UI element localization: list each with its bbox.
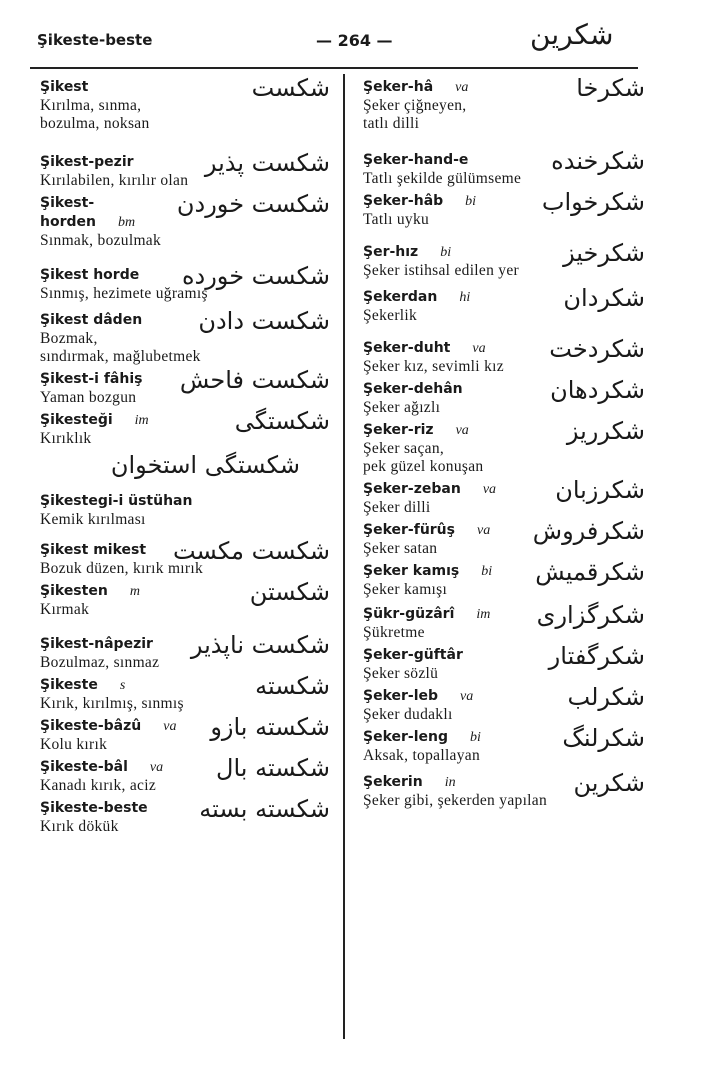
part-of-speech: va bbox=[149, 760, 164, 775]
headword-text: Şikesteği bbox=[40, 412, 113, 428]
dictionary-entry bbox=[363, 188, 645, 229]
catchword-arabic: شكرين bbox=[530, 20, 614, 51]
arabic-script: شكست ناپذير bbox=[190, 631, 330, 659]
definition: Bozmak, bbox=[40, 330, 98, 347]
running-head: Şikeste-beste bbox=[37, 31, 153, 49]
arabic-script: شكست خورده bbox=[181, 262, 330, 290]
definition: Kırık, kırılmış, sınmış bbox=[40, 695, 184, 712]
arabic-script: شكرفروش bbox=[532, 517, 645, 545]
arabic-script: شكردهان bbox=[550, 376, 645, 404]
definition: Şeker dudaklı bbox=[363, 706, 453, 723]
headword-text: Şikest-pezir bbox=[40, 154, 134, 170]
headword-text: Şikest dâden bbox=[40, 312, 143, 328]
headword-text: Şeker-zeban bbox=[363, 481, 461, 497]
dictionary-entry bbox=[363, 284, 645, 325]
arabic-script: شكست مكست bbox=[172, 537, 330, 565]
part-of-speech: im bbox=[476, 607, 491, 622]
part-of-speech: va bbox=[455, 80, 469, 95]
definition: Şeker kız, sevimli kız bbox=[363, 358, 504, 375]
headword-text: Şeker-fürûş bbox=[363, 522, 455, 538]
dictionary-entry bbox=[363, 335, 645, 376]
arabic-script: شكرگزارى bbox=[536, 601, 645, 629]
headword-text: Şikestegi-i üstühan bbox=[40, 493, 193, 509]
dictionary-entry bbox=[40, 754, 330, 795]
arabic-script: شكردان bbox=[563, 284, 645, 312]
header-rule bbox=[30, 67, 638, 69]
definition: Şekerlik bbox=[363, 307, 418, 324]
dictionary-entry bbox=[363, 724, 645, 765]
definition: Aksak, topallayan bbox=[363, 747, 481, 764]
dictionary-entry bbox=[40, 537, 330, 578]
part-of-speech: im bbox=[134, 413, 149, 428]
definition: Sınmış, hezimete uğramış bbox=[40, 285, 208, 302]
arabic-script: شكرلنگ bbox=[562, 724, 645, 752]
definition: Şeker ağızlı bbox=[363, 399, 441, 416]
headword-text: Şeker-riz bbox=[363, 422, 434, 438]
arabic-script: شكست پذير bbox=[204, 149, 330, 177]
definition: Şeker istihsal edilen yer bbox=[363, 262, 519, 279]
headword-text: Şikest-i fâhiş bbox=[40, 371, 143, 387]
definition: Şeker dilli bbox=[363, 499, 431, 516]
dictionary-entry bbox=[363, 74, 645, 133]
headword-text: Şikeste-beste bbox=[40, 800, 148, 816]
definition: Kolu kırık bbox=[40, 736, 108, 753]
part-of-speech: hi bbox=[459, 290, 471, 305]
arabic-script: شكسته bbox=[255, 672, 330, 700]
dictionary-entry bbox=[40, 795, 330, 836]
column-divider bbox=[343, 74, 345, 1039]
headword-text: Şikest bbox=[40, 79, 89, 95]
arabic-script: شكست دادن bbox=[198, 307, 330, 335]
dictionary-entry bbox=[40, 672, 330, 713]
definition: Bozulmaz, sınmaz bbox=[40, 654, 160, 671]
arabic-script-line: شكستگى استخوان bbox=[110, 451, 300, 479]
dictionary-entry bbox=[363, 601, 645, 642]
part-of-speech: m bbox=[129, 584, 140, 599]
part-of-speech: va bbox=[455, 423, 469, 438]
arabic-script: شكرريز bbox=[566, 417, 645, 445]
dictionary-entry bbox=[40, 578, 330, 619]
part-of-speech: bi bbox=[470, 730, 481, 745]
dictionary-entry bbox=[363, 476, 645, 517]
part-of-speech: va bbox=[476, 523, 491, 538]
definition: Kırılma, sınma, bbox=[40, 97, 142, 114]
arabic-script: شكرگفتار bbox=[548, 642, 645, 670]
dictionary-entry bbox=[40, 366, 330, 407]
headword-text: Şeker-duht bbox=[363, 340, 451, 356]
arabic-script: شكرخنده bbox=[551, 147, 645, 175]
definition: Şeker satan bbox=[363, 540, 438, 557]
dictionary-entry bbox=[40, 149, 330, 190]
definition: Tatlı şekilde gülümseme bbox=[363, 170, 522, 187]
dictionary-entry bbox=[40, 407, 330, 482]
arabic-script: شكستن bbox=[249, 578, 330, 606]
headword-text: Şikest-nâpezir bbox=[40, 636, 153, 652]
headword-text: Şikeste-bâzû bbox=[40, 718, 142, 734]
definition: bozulma, noksan bbox=[40, 115, 150, 132]
arabic-script: شكست bbox=[251, 74, 330, 102]
dictionary-entry bbox=[40, 74, 330, 133]
definition: Bozuk düzen, kırık mırık bbox=[40, 560, 204, 577]
definition: Sınmak, bozulmak bbox=[40, 232, 162, 249]
dictionary-entry bbox=[40, 631, 330, 672]
headword bbox=[40, 492, 330, 511]
part-of-speech: bm bbox=[117, 215, 136, 230]
dictionary-entry bbox=[363, 558, 645, 599]
definition: Şeker saçan, bbox=[363, 440, 445, 457]
headword-text: Şeker-hand-e bbox=[363, 152, 469, 168]
dictionary-entry bbox=[363, 683, 645, 724]
definition: Kırmak bbox=[40, 601, 90, 618]
definition: Şükretme bbox=[363, 624, 425, 641]
arabic-script: شكست فاحش bbox=[179, 366, 330, 394]
definition: tatlı dilli bbox=[363, 115, 420, 132]
dictionary-entry bbox=[40, 307, 330, 366]
arabic-script: شكرقميش bbox=[535, 558, 645, 586]
arabic-script: شكرخواب bbox=[541, 188, 645, 216]
headword-text: Şikest- bbox=[40, 195, 95, 211]
arabic-script: شكردخت bbox=[549, 335, 645, 363]
dictionary-entry bbox=[363, 147, 645, 188]
definition: Kanadı kırık, aciz bbox=[40, 777, 157, 794]
arabic-script: شكسته بسته bbox=[199, 795, 330, 823]
part-of-speech: bi bbox=[440, 245, 452, 260]
definition: Şeker gibi, şekerden yapılan bbox=[363, 792, 548, 809]
arabic-script: شكسته بازو bbox=[210, 713, 330, 741]
dictionary-entry bbox=[40, 492, 330, 529]
headword-text: Şeker-güftâr bbox=[363, 647, 463, 663]
headword-text: Şikeste-bâl bbox=[40, 759, 128, 775]
dictionary-entry bbox=[40, 713, 330, 754]
headword-text: Şeker-leb bbox=[363, 688, 439, 704]
dictionary-entry bbox=[363, 769, 645, 810]
headword-text: Şikesten bbox=[40, 583, 108, 599]
definition: Şeker kamışı bbox=[363, 581, 448, 598]
headword-text: Şükr-güzârî bbox=[363, 606, 455, 622]
part-of-speech: va bbox=[482, 482, 497, 497]
headword-text: Şekerin bbox=[363, 774, 423, 790]
arabic-script: شكسته بال bbox=[216, 754, 330, 782]
definition: Şeker çiğneyen, bbox=[363, 97, 467, 114]
arabic-script: شكرين bbox=[573, 769, 645, 797]
part-of-speech: va bbox=[460, 689, 474, 704]
part-of-speech: in bbox=[444, 775, 456, 790]
dictionary-entry bbox=[363, 376, 645, 417]
page-number: — 264 — bbox=[316, 31, 393, 50]
headword-text: Şer-hız bbox=[363, 244, 419, 260]
arabic-script: شكرخيز bbox=[563, 239, 645, 267]
headword-text: horden bbox=[40, 214, 96, 230]
definition: Kemik kırılması bbox=[40, 511, 146, 528]
page-header bbox=[0, 0, 713, 70]
dictionary-entry bbox=[40, 262, 330, 303]
dictionary-entry bbox=[363, 239, 645, 280]
headword-text: Şikeste bbox=[40, 677, 98, 693]
definition: pek güzel konuşan bbox=[363, 458, 484, 475]
part-of-speech: va bbox=[472, 341, 486, 356]
dictionary-entry bbox=[40, 190, 330, 250]
arabic-script: شكست خوردن bbox=[176, 190, 330, 218]
headword-text: Şeker-leng bbox=[363, 729, 449, 745]
definition: Şeker sözlü bbox=[363, 665, 439, 682]
headword-text: Şeker-hâ bbox=[363, 79, 434, 95]
definition: Yaman bozgun bbox=[40, 389, 137, 406]
headword-text: Şeker-dehân bbox=[363, 381, 463, 397]
arabic-script: شكرلب bbox=[567, 683, 645, 711]
part-of-speech: bi bbox=[481, 564, 493, 579]
definition: Kırıklık bbox=[40, 430, 92, 447]
arabic-script: شكرزبان bbox=[555, 476, 645, 504]
part-of-speech: va bbox=[163, 719, 177, 734]
headword-text: Şikest mikest bbox=[40, 542, 147, 558]
headword-text: Şeker-hâb bbox=[363, 193, 444, 209]
arabic-script: شكرخا bbox=[576, 74, 645, 102]
dictionary-entry bbox=[363, 642, 645, 683]
right-column bbox=[363, 74, 645, 810]
definition: Kırık dökük bbox=[40, 818, 119, 835]
definition: Tatlı uyku bbox=[363, 211, 430, 228]
part-of-speech: s bbox=[119, 678, 126, 693]
headword-text: Şeker kamış bbox=[363, 563, 460, 579]
dictionary-entry bbox=[363, 517, 645, 558]
headword-text: Şekerdan bbox=[363, 289, 438, 305]
arabic-script: شكستگى bbox=[234, 407, 330, 435]
left-column bbox=[40, 74, 330, 836]
dictionary-entry bbox=[363, 417, 645, 476]
part-of-speech: bi bbox=[465, 194, 477, 209]
headword-text: Şikest horde bbox=[40, 267, 140, 283]
definition: sındırmak, mağlubetmek bbox=[40, 348, 201, 365]
definition: Kırılabilen, kırılır olan bbox=[40, 172, 189, 189]
